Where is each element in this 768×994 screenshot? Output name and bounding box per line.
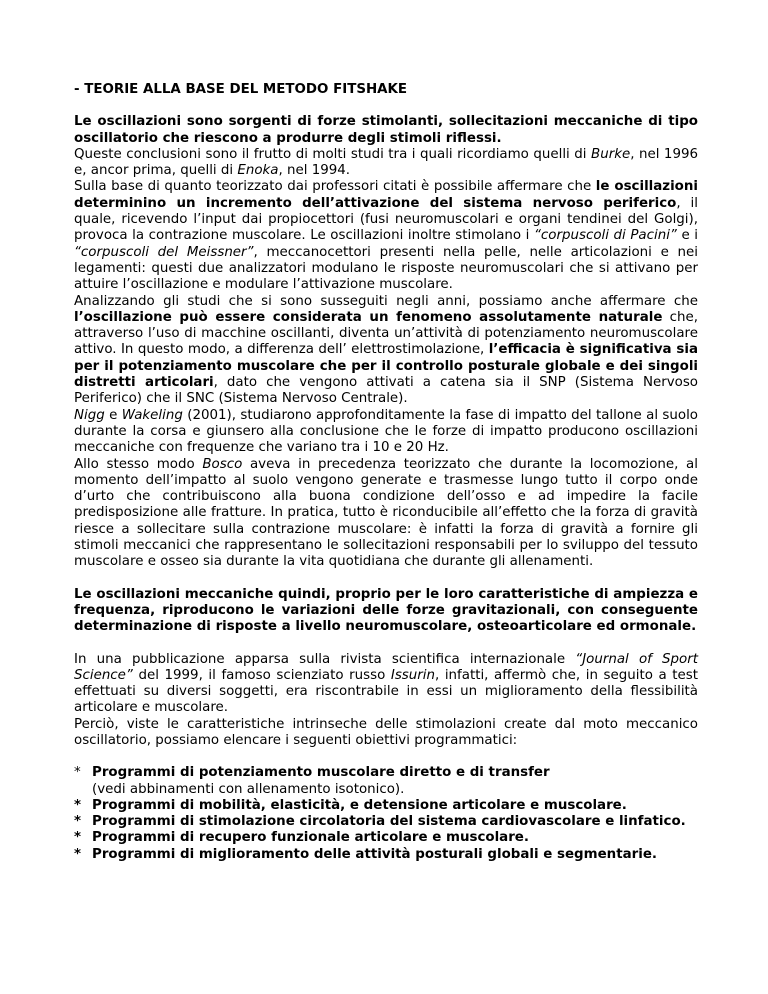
objectives-list (74, 765, 698, 863)
paragraph-burke-enoka (74, 147, 698, 180)
bullet-star: * (74, 765, 81, 781)
list-item-text: Programmi di potenziamento muscolare diretto e di transfer (92, 765, 550, 781)
list-item (74, 830, 698, 846)
text-span: , infatti, affermò che, in seguito a test effettuati su diversi soggetti, era riscontrabile in essi un miglioramento della flessibilità articolare e muscolare. (74, 667, 698, 716)
text-span: Allo stesso modo (74, 456, 203, 472)
text-span: , nel 1996 e, ancor prima, quelli di (74, 146, 699, 179)
bold-text: l’oscillazione può essere considerata un fenomeno assolutamente naturale (74, 309, 663, 325)
author-nigg: Nigg (74, 407, 105, 423)
section-title: - TEORIE ALLA BASE DEL METODO FITSHAKE (74, 82, 408, 97)
bullet-star: * (74, 830, 82, 846)
intro-bold-text: Le oscillazioni sono sorgenti di forze stimolanti, sollecitazioni meccaniche di tipo oscillatorio che riescono a produrre degli stimoli riflessi. (74, 114, 698, 146)
text-span: Analizzando gli studi che si sono susseguiti negli anni, possiamo anche affermare che (74, 293, 698, 309)
paragraph-objectives-intro: Perciò, viste le caratteristiche intrinseche delle stimolazioni create dal moto meccanico oscillatorio, possiamo elencare i seguenti obiettivi programmatici: (74, 716, 698, 748)
text-span: Queste conclusioni sono il frutto di molti studi tra i quali ricordiamo quelli di (74, 146, 592, 162)
text-span: (2001), studiarono approfonditamente la fase di impatto del tallone al suolo durante la corsa e giunsero alla conclusione che le forze di impatto producono oscillazioni meccaniche con frequenze che variano tra i 10 e 20 Hz. (74, 407, 698, 456)
list-item (74, 847, 698, 863)
text-span: del 1999, il famoso scienziato russo (132, 667, 391, 683)
pacini-term: “corpuscoli di Pacini” (534, 228, 677, 244)
list-item-subtext: (vedi abbinamenti con allenamento isotonico). (92, 781, 405, 797)
list-item-text: Programmi di miglioramento delle attività posturali globali e segmentarie. (92, 846, 658, 862)
text-span: che, attraverso l’uso di macchine oscillanti, diventa un’attività di potenziamento neuromuscolare attivo. In questo modo, a differenza dell’ elettrostimolazione, (74, 309, 698, 358)
paragraph-oscillations-effects (74, 179, 698, 293)
list-item-text: Programmi di mobilità, elasticità, e detensione articolare e muscolare. (92, 797, 627, 813)
intro-paragraph (74, 114, 698, 147)
bold-text: Le oscillazioni meccaniche quindi, proprio per le loro caratteristiche di ampiezza e frequenza, riproducono le variazioni delle forze gravitazionali, con conseguente determinazione di risposte a livello neuromuscolare, osteoarticolare ed ormonale. (74, 586, 698, 635)
paragraph-bosco (74, 457, 698, 571)
paragraph-nigg-wakeling (74, 408, 698, 457)
paragraph-issurin (74, 652, 698, 717)
list-item-text: Programmi di recupero funzionale articolare e muscolare. (92, 830, 529, 846)
document-page (74, 82, 698, 863)
bullet-star: * (74, 797, 82, 813)
bullet-star: * (74, 814, 82, 830)
bold-text: le oscillazioni determinino un incremento dell’attivazione del sistema nervoso periferico (74, 179, 698, 211)
meissner-term: “corpuscoli del Meissner” (74, 244, 254, 260)
text-span: , dato che vengono attivati a catena sia il SNP (Sistema Nervoso Periferico) che il SNC (Sistema Nervoso Centrale). (74, 375, 698, 407)
text-span: , meccanocettori presenti nella pelle, nelle articolazioni e nei legamenti: questi due analizzatori modulano le risposte neuromuscolari che si attivano per attuire l’oscillazione e modulare l’attivazione muscolare. (74, 244, 698, 293)
journal-name: “Journal of Sport Science” (74, 651, 698, 683)
text-span: , nel 1994. (278, 163, 351, 179)
text-span: In una pubblicazione apparsa sulla rivista scientifica internazionale (74, 651, 576, 667)
bullet-star: * (74, 846, 82, 862)
text-span: , il quale, ricevendo l’input dai propiocettori (fusi neuromuscolari e organi tendinei del Golgi), provoca la contrazione muscolare. Le oscillazioni inoltre stimolano i (74, 195, 698, 244)
text-span: aveva in precedenza teorizzato che durante la locomozione, al momento dell’impatto al suolo vengono generate e trasmesse lungo tutto il corpo onde d’urto che contribuiscono alla buona condizione dell’osso e ad impedire la facile predisposizione alle fratture. In pratica, tutto è riconducibile all’effetto che la forza di gravità riesce a sollecitare sulla contrazione muscolare: è infatti la forza di gravità a fornire gli stimoli meccanici che rappresentano le sollecitazioni responsabili per lo sviluppo del tessuto muscolare e osseo sia durante la vita quotidiana che durante gli allenamenti. (74, 456, 698, 570)
paragraph-natural-phenomenon (74, 294, 698, 408)
author-issurin: Issurin (390, 667, 435, 683)
author-burke: Burke (591, 146, 631, 162)
list-item (74, 798, 698, 814)
author-bosco: Bosco (202, 456, 243, 472)
text-span: e (104, 407, 122, 423)
author-enoka: Enoka (237, 163, 279, 179)
text-span: Sulla base di quanto teorizzato dai professori citati è possibile affermare che (74, 179, 596, 195)
author-wakeling: Wakeling (121, 407, 183, 423)
list-item-text: Programmi di stimolazione circolatoria del sistema cardiovascolare e linfatico. (92, 814, 686, 830)
list-item (74, 765, 698, 798)
list-item (74, 814, 698, 830)
bold-text: l’efficacia è significativa sia per il potenziamento muscolare che per il controllo posturale globale e dei singoli distretti articolari (74, 342, 698, 391)
text-span: e i (676, 228, 698, 244)
bold-paragraph (74, 587, 698, 636)
